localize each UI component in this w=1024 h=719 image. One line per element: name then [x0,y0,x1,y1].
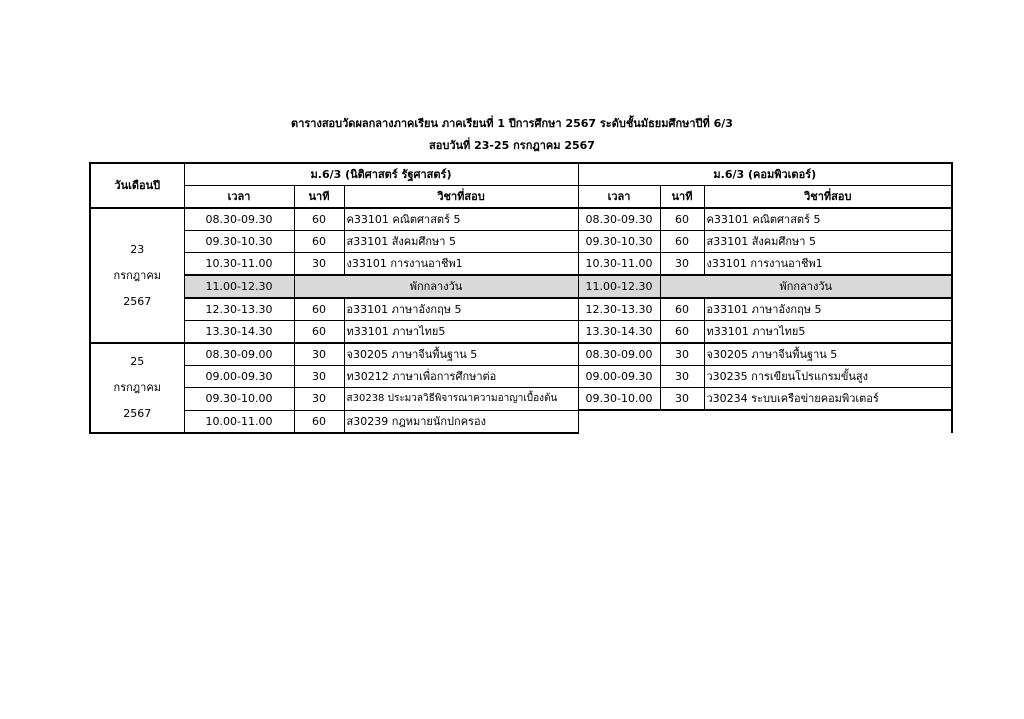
header-subject: วิชาที่สอบ [344,186,578,209]
minutes-cell: 60 [294,298,344,321]
time-cell: 08.30-09.00 [578,343,660,366]
minutes-cell: 30 [660,343,704,366]
time-cell: 09.00-09.30 [184,366,294,388]
subject-cell: ว30234 ระบบเครือข่ายคอมพิวเตอร์ [704,388,952,411]
header-row-columns [90,186,952,209]
subject-cell: อ33101 ภาษาอังกฤษ 5 [344,298,578,321]
table-row [90,343,952,366]
minutes-cell: 30 [294,253,344,276]
date-month: กรกฎาคม [113,268,161,282]
date-cell-day1 [90,208,184,343]
minutes-cell: 60 [294,208,344,231]
date-month: กรกฎาคม [113,380,161,394]
header-date: วันเดือนปี [90,163,184,208]
subject-cell: ว30235 การเขียนโปรแกรมขั้นสูง [704,366,952,388]
minutes-cell: 30 [294,343,344,366]
table-row [90,298,952,321]
time-cell: 10.30-11.00 [184,253,294,276]
table-row [90,410,952,433]
time-cell: 13.30-14.30 [578,321,660,344]
time-cell: 08.30-09.00 [184,343,294,366]
header-subject: วิชาที่สอบ [704,186,952,209]
header-time: เวลา [184,186,294,209]
subject-cell: ค33101 คณิตศาสตร์ 5 [704,208,952,231]
minutes-cell: 60 [660,321,704,344]
time-cell: 13.30-14.30 [184,321,294,344]
minutes-cell: 30 [660,253,704,276]
subject-cell: จ30205 ภาษาจีนพื้นฐาน 5 [704,343,952,366]
table-row [90,208,952,231]
header-minutes: นาที [294,186,344,209]
minutes-cell: 30 [294,366,344,388]
header-minutes: นาที [660,186,704,209]
subject-cell: ค33101 คณิตศาสตร์ 5 [344,208,578,231]
lunch-time-cell: 11.00-12.30 [184,275,294,298]
time-cell: 08.30-09.30 [578,208,660,231]
table-row [90,366,952,388]
lunch-time-cell: 11.00-12.30 [578,275,660,298]
subject-cell: ส33101 สังคมศึกษา 5 [344,231,578,253]
table-row [90,321,952,344]
subject-cell: ท30212 ภาษาเพื่อการศึกษาต่อ [344,366,578,388]
date-day: 23 [130,242,145,256]
time-cell: 09.30-10.30 [578,231,660,253]
time-cell: 09.30-10.00 [184,388,294,411]
table-row [90,231,952,253]
time-cell: 08.30-09.30 [184,208,294,231]
header-group-law: ม.6/3 (นิติศาสตร์ รัฐศาสตร์) [184,163,578,186]
subject-cell: ท33101 ภาษาไทย5 [344,321,578,344]
subject-cell: ง33101 การงานอาชีพ1 [344,253,578,276]
minutes-cell: 60 [660,231,704,253]
minutes-cell: 60 [294,321,344,344]
subject-cell: ส30239 กฎหมายนักปกครอง [344,410,578,433]
time-cell: 09.30-10.00 [578,388,660,411]
table-row [90,388,952,411]
date-cell-day2 [90,343,184,433]
minutes-cell: 60 [660,208,704,231]
header-group-computer: ม.6/3 (คอมพิวเตอร์) [578,163,952,186]
time-cell: 12.30-13.30 [578,298,660,321]
subject-cell: อ33101 ภาษาอังกฤษ 5 [704,298,952,321]
date-day: 25 [130,354,145,368]
time-cell: 12.30-13.30 [184,298,294,321]
minutes-cell: 30 [294,388,344,411]
empty-cell [578,410,952,433]
subject-cell: ส33101 สังคมศึกษา 5 [704,231,952,253]
time-cell: 10.30-11.00 [578,253,660,276]
header-time: เวลา [578,186,660,209]
minutes-cell: 60 [660,298,704,321]
subject-cell: ท33101 ภาษาไทย5 [704,321,952,344]
header-row-groups [90,163,952,186]
page-subtitle: สอบวันที่ 23-25 กรกฎาคม 2567 [429,139,595,152]
minutes-cell: 30 [660,366,704,388]
subject-cell: ง33101 การงานอาชีพ1 [704,253,952,276]
date-year: 2567 [123,406,152,420]
lunch-label: พักกลางวัน [660,275,952,298]
minutes-cell: 60 [294,231,344,253]
time-cell: 09.30-10.30 [184,231,294,253]
lunch-row [90,275,952,298]
subject-cell: ส30238 ประมวลวิธีพิจารณาความอาญาเบื้องต้น [344,388,578,411]
table-row [90,253,952,276]
time-cell: 09.00-09.30 [578,366,660,388]
page-title: ตารางสอบวัดผลกลางภาคเรียน ภาคเรียนที่ 1 ปีการศึกษา 2567 ระดับชั้นมัธยมศึกษาปีที่ 6/3 [291,117,733,130]
exam-schedule-table [89,162,953,434]
subject-cell: จ30205 ภาษาจีนพื้นฐาน 5 [344,343,578,366]
date-year: 2567 [123,294,152,308]
lunch-label: พักกลางวัน [294,275,578,298]
time-cell: 10.00-11.00 [184,410,294,433]
minutes-cell: 30 [660,388,704,411]
minutes-cell: 60 [294,410,344,433]
